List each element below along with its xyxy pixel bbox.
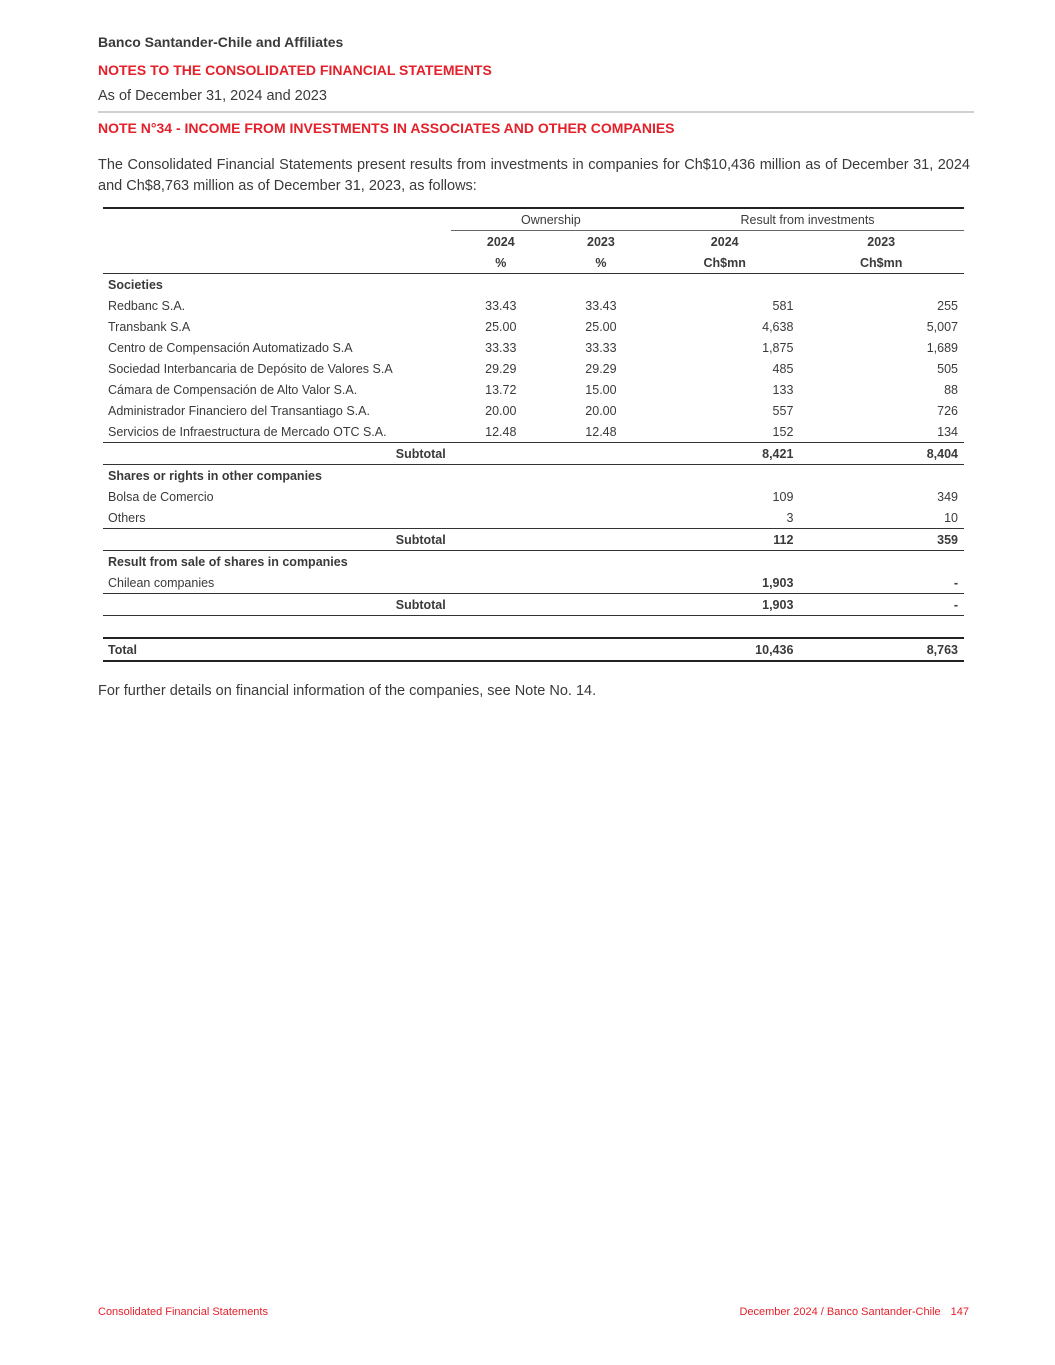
result-2024-cell: 1,903 [762,575,794,590]
subtotal-2023-cell: 359 [798,529,964,551]
note-title: NOTE N°34 - INCOME FROM INVESTMENTS IN ASSOCIATES AND OTHER COMPANIES [98,120,675,136]
total-2024-cell: 10,436 [651,638,798,661]
date-line: As of December 31, 2024 and 2023 [98,88,327,104]
company-cell: Centro de Compensación Automatizado S.A [108,340,353,355]
result-2024-cell: 485 [772,361,794,376]
subtotal-label: Subtotal [103,594,451,616]
ownership-2023-cell: 33.43 [585,298,617,313]
subtotal-2024-cell: 112 [651,529,798,551]
section-header [103,551,964,573]
ownership-2023-cell: 25.00 [585,319,617,334]
unit-header: % [551,252,651,274]
subtotal-2024-cell: 8,421 [651,443,798,465]
result-2023-cell: 134 [937,424,958,439]
table-year-row [103,231,964,253]
company-cell: Cámara de Compensación de Alto Valor S.A. [108,382,358,397]
result-2023-cell: - [953,575,958,590]
section-header [103,274,964,296]
footer-right [739,1306,969,1318]
table-row [103,421,964,443]
ownership-2023-cell: 12.48 [585,424,617,439]
ownership-2024-cell: 13.72 [485,382,517,397]
company-cell: Others [108,510,146,525]
ownership-2024-cell: 33.43 [485,298,517,313]
subtotal-row [103,529,964,551]
company-cell: Administrador Financiero del Transantiago S.A. [108,403,370,418]
ownership-group-header: Ownership [451,208,651,231]
subtotal-row [103,443,964,465]
result-2024-cell: 133 [772,382,794,397]
notes-heading: NOTES TO THE CONSOLIDATED FINANCIAL STATEMENTS [98,62,492,78]
table-row [103,337,964,358]
result-2023-cell: 255 [937,298,958,313]
table-row [103,379,964,400]
result-group-header: Result from investments [651,208,964,231]
company-cell: Redbanc S.A. [108,298,186,313]
year-header: 2023 [867,234,896,249]
ownership-2024-cell: 33.33 [485,340,517,355]
subtotal-label: Subtotal [103,443,451,465]
result-2024-cell: 4,638 [762,319,794,334]
ownership-2024-cell: 29.29 [485,361,517,376]
total-2023-cell: 8,763 [798,638,964,661]
year-header: 2024 [486,234,515,249]
result-2024-cell: 109 [772,489,794,504]
company-cell: Bolsa de Comercio [108,489,214,504]
table-row [103,486,964,507]
ownership-2024-cell: 25.00 [485,319,517,334]
page-number: 147 [950,1306,969,1318]
result-2023-cell: 5,007 [926,319,958,334]
result-2024-cell: 3 [786,510,794,525]
spacer-row [103,616,964,639]
result-2023-cell: 505 [937,361,958,376]
result-2024-cell: 557 [772,403,794,418]
table-row [103,507,964,529]
table-unit-row [103,252,964,274]
section-title: Societies [108,277,163,292]
company-cell: Sociedad Interbancaria de Depósito de Valores S.A [108,361,393,376]
table-row [103,572,964,594]
section-title: Result from sale of shares in companies [108,554,348,569]
intro-paragraph: The Consolidated Financial Statements present results from investments in companies for Ch$10,436 million as of December 31, 2024 and Ch$8,763 million as of December 31, 2023, as follows: [98,157,970,194]
year-header: 2024 [710,234,739,249]
company-cell: Transbank S.A [108,319,191,334]
result-2023-cell: 726 [937,403,958,418]
result-2024-cell: 581 [772,298,794,313]
ownership-2023-cell: 29.29 [585,361,617,376]
subtotal-2023-cell: - [798,594,964,616]
ownership-2024-cell: 20.00 [485,403,517,418]
result-2023-cell: 10 [944,510,958,525]
table-group-header-row [103,208,964,231]
year-header: 2023 [587,234,615,249]
result-2024-cell: 152 [772,424,794,439]
subtotal-2023-cell: 8,404 [798,443,964,465]
ownership-2024-cell: 12.48 [485,424,517,439]
unit-header: Ch$mn [651,252,798,274]
result-2023-cell: 1,689 [926,340,958,355]
investments-table [103,207,964,662]
unit-header: Ch$mn [798,252,964,274]
result-2023-cell: 349 [937,489,958,504]
ownership-2023-cell: 15.00 [585,382,617,397]
footer-document-title: Consolidated Financial Statements [98,1306,268,1318]
total-row [103,638,964,661]
unit-header: % [451,252,551,274]
result-2024-cell: 1,875 [762,340,794,355]
subtotal-2024-cell: 1,903 [651,594,798,616]
total-label: Total [103,638,451,661]
subtotal-row [103,594,964,616]
company-name: Banco Santander-Chile and Affiliates [98,34,344,50]
section-header [103,465,964,487]
header-divider [98,111,974,113]
ownership-2023-cell: 20.00 [585,403,617,418]
subtotal-label: Subtotal [103,529,451,551]
table-row [103,316,964,337]
footer-edition: December 2024 / Banco Santander-Chile [739,1306,941,1318]
table-row [103,295,964,316]
ownership-2023-cell: 33.33 [585,340,617,355]
result-2023-cell: 88 [944,382,958,397]
table-row [103,358,964,379]
section-title: Shares or rights in other companies [108,468,322,483]
company-cell: Chilean companies [108,575,215,590]
table-row [103,400,964,421]
closing-paragraph: For further details on financial information of the companies, see Note No. 14. [98,683,597,699]
company-cell: Servicios de Infraestructura de Mercado OTC S.A. [108,424,387,439]
